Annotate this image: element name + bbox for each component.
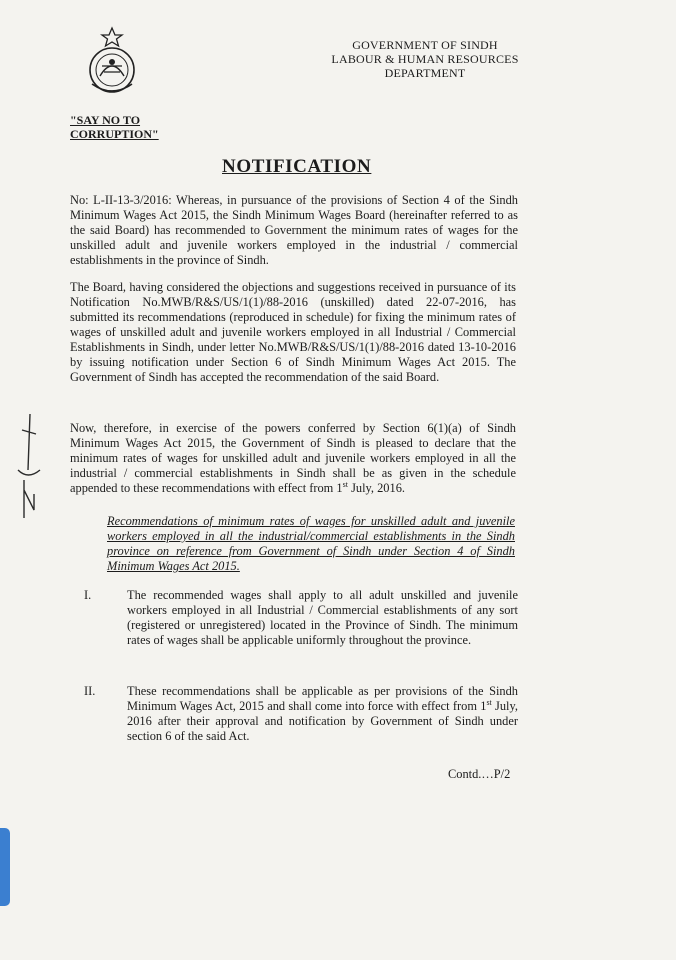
slogan-line-1: "SAY NO TO: [70, 113, 141, 127]
page-edge-tab: [0, 828, 10, 906]
item-number: I.: [84, 588, 92, 602]
government-seal-icon: [78, 26, 146, 96]
dept-line-3: DEPARTMENT: [384, 66, 466, 80]
declaration-text: Now, therefore, in exercise of the powers conferred by Section 6(1)(a) of Sindh Minimum Wages Act 2015, the Government of Sindh is pleased to declare that the minimum rates of wages for unskilled adult and juvenile workers employed in all the industrial / commercial establishments in Sindh shall be as given in the schedule appended to these recommendations with effect from 1: [70, 421, 516, 495]
item-sup: st: [486, 697, 492, 707]
signature-mark: [12, 410, 44, 530]
department-header: [318, 38, 532, 80]
anti-corruption-slogan: [70, 113, 159, 141]
item-text: The recommended wages shall apply to all adult unskilled and juvenile workers employed in all Industrial / Commercial establishments of any sort (registered or unregistered) located in the Province of Sindh. The minimum rates of wages shall be applicable uniformly throughout the province.: [127, 588, 518, 647]
recommendation-heading: Recommendations of minimum rates of wages for unskilled adult and juvenile workers employed in all the industrial/commercial establishments in the Sindh province on reference from Government of Sindh under Section 4 of Sindh Minimum Wages Act 2015.: [107, 514, 515, 573]
continued-note: Contd.…P/2: [448, 767, 511, 781]
item-text-after: July, 2016 after their approval and notification by Government of Sindh under section 6 of the said Act.: [127, 699, 518, 743]
paragraph-preamble: No: L-II-13-3/2016: Whereas, in pursuance of the provisions of Section 4 of the Sindh Minimum Wages Act 2015, the Sindh Minimum Wages Board (hereinafter referred to as the said Board) has recommended to Government the minimum rates of wages for the unskilled adult and juvenile workers employed in the industrial / commercial establishments in the province of Sindh.: [70, 193, 518, 267]
paragraph-board: The Board, having considered the objections and suggestions received in pursuance of its Notification No.MWB/R&S/US/1(1)/88-2016 (unskilled) dated 22-07-2016, has submitted its recommendations (reproduced in schedule) for fixing the minimum rates of wages of unskilled adult and juvenile workers employed in all Industrial / Commercial Establishments in Sindh, under letter No.MWB/R&S/US/1(1)/88-2016 dated 13-10-2016 by issuing notification under Section 6 of Sindh Minimum Wages Act 2015. The Government of Sindh has accepted the recommendation of the said Board.: [70, 280, 516, 384]
item-text: [127, 684, 518, 744]
item-number: II.: [84, 684, 96, 698]
item-text-before: These recommendations shall be applicable as per provisions of the Sindh Minimum Wages Act, 2015 and shall come into force with effect from 1: [127, 684, 518, 713]
document-title: NOTIFICATION: [222, 156, 372, 177]
declaration-tail: July, 2016.: [347, 481, 405, 495]
dept-line-2: LABOUR & HUMAN RESOURCES: [331, 52, 519, 66]
declaration-sup: st: [342, 479, 348, 489]
slogan-line-2: CORRUPTION": [70, 127, 159, 141]
dept-line-1: GOVERNMENT OF SINDH: [352, 38, 498, 52]
paragraph-declaration: [70, 421, 516, 496]
